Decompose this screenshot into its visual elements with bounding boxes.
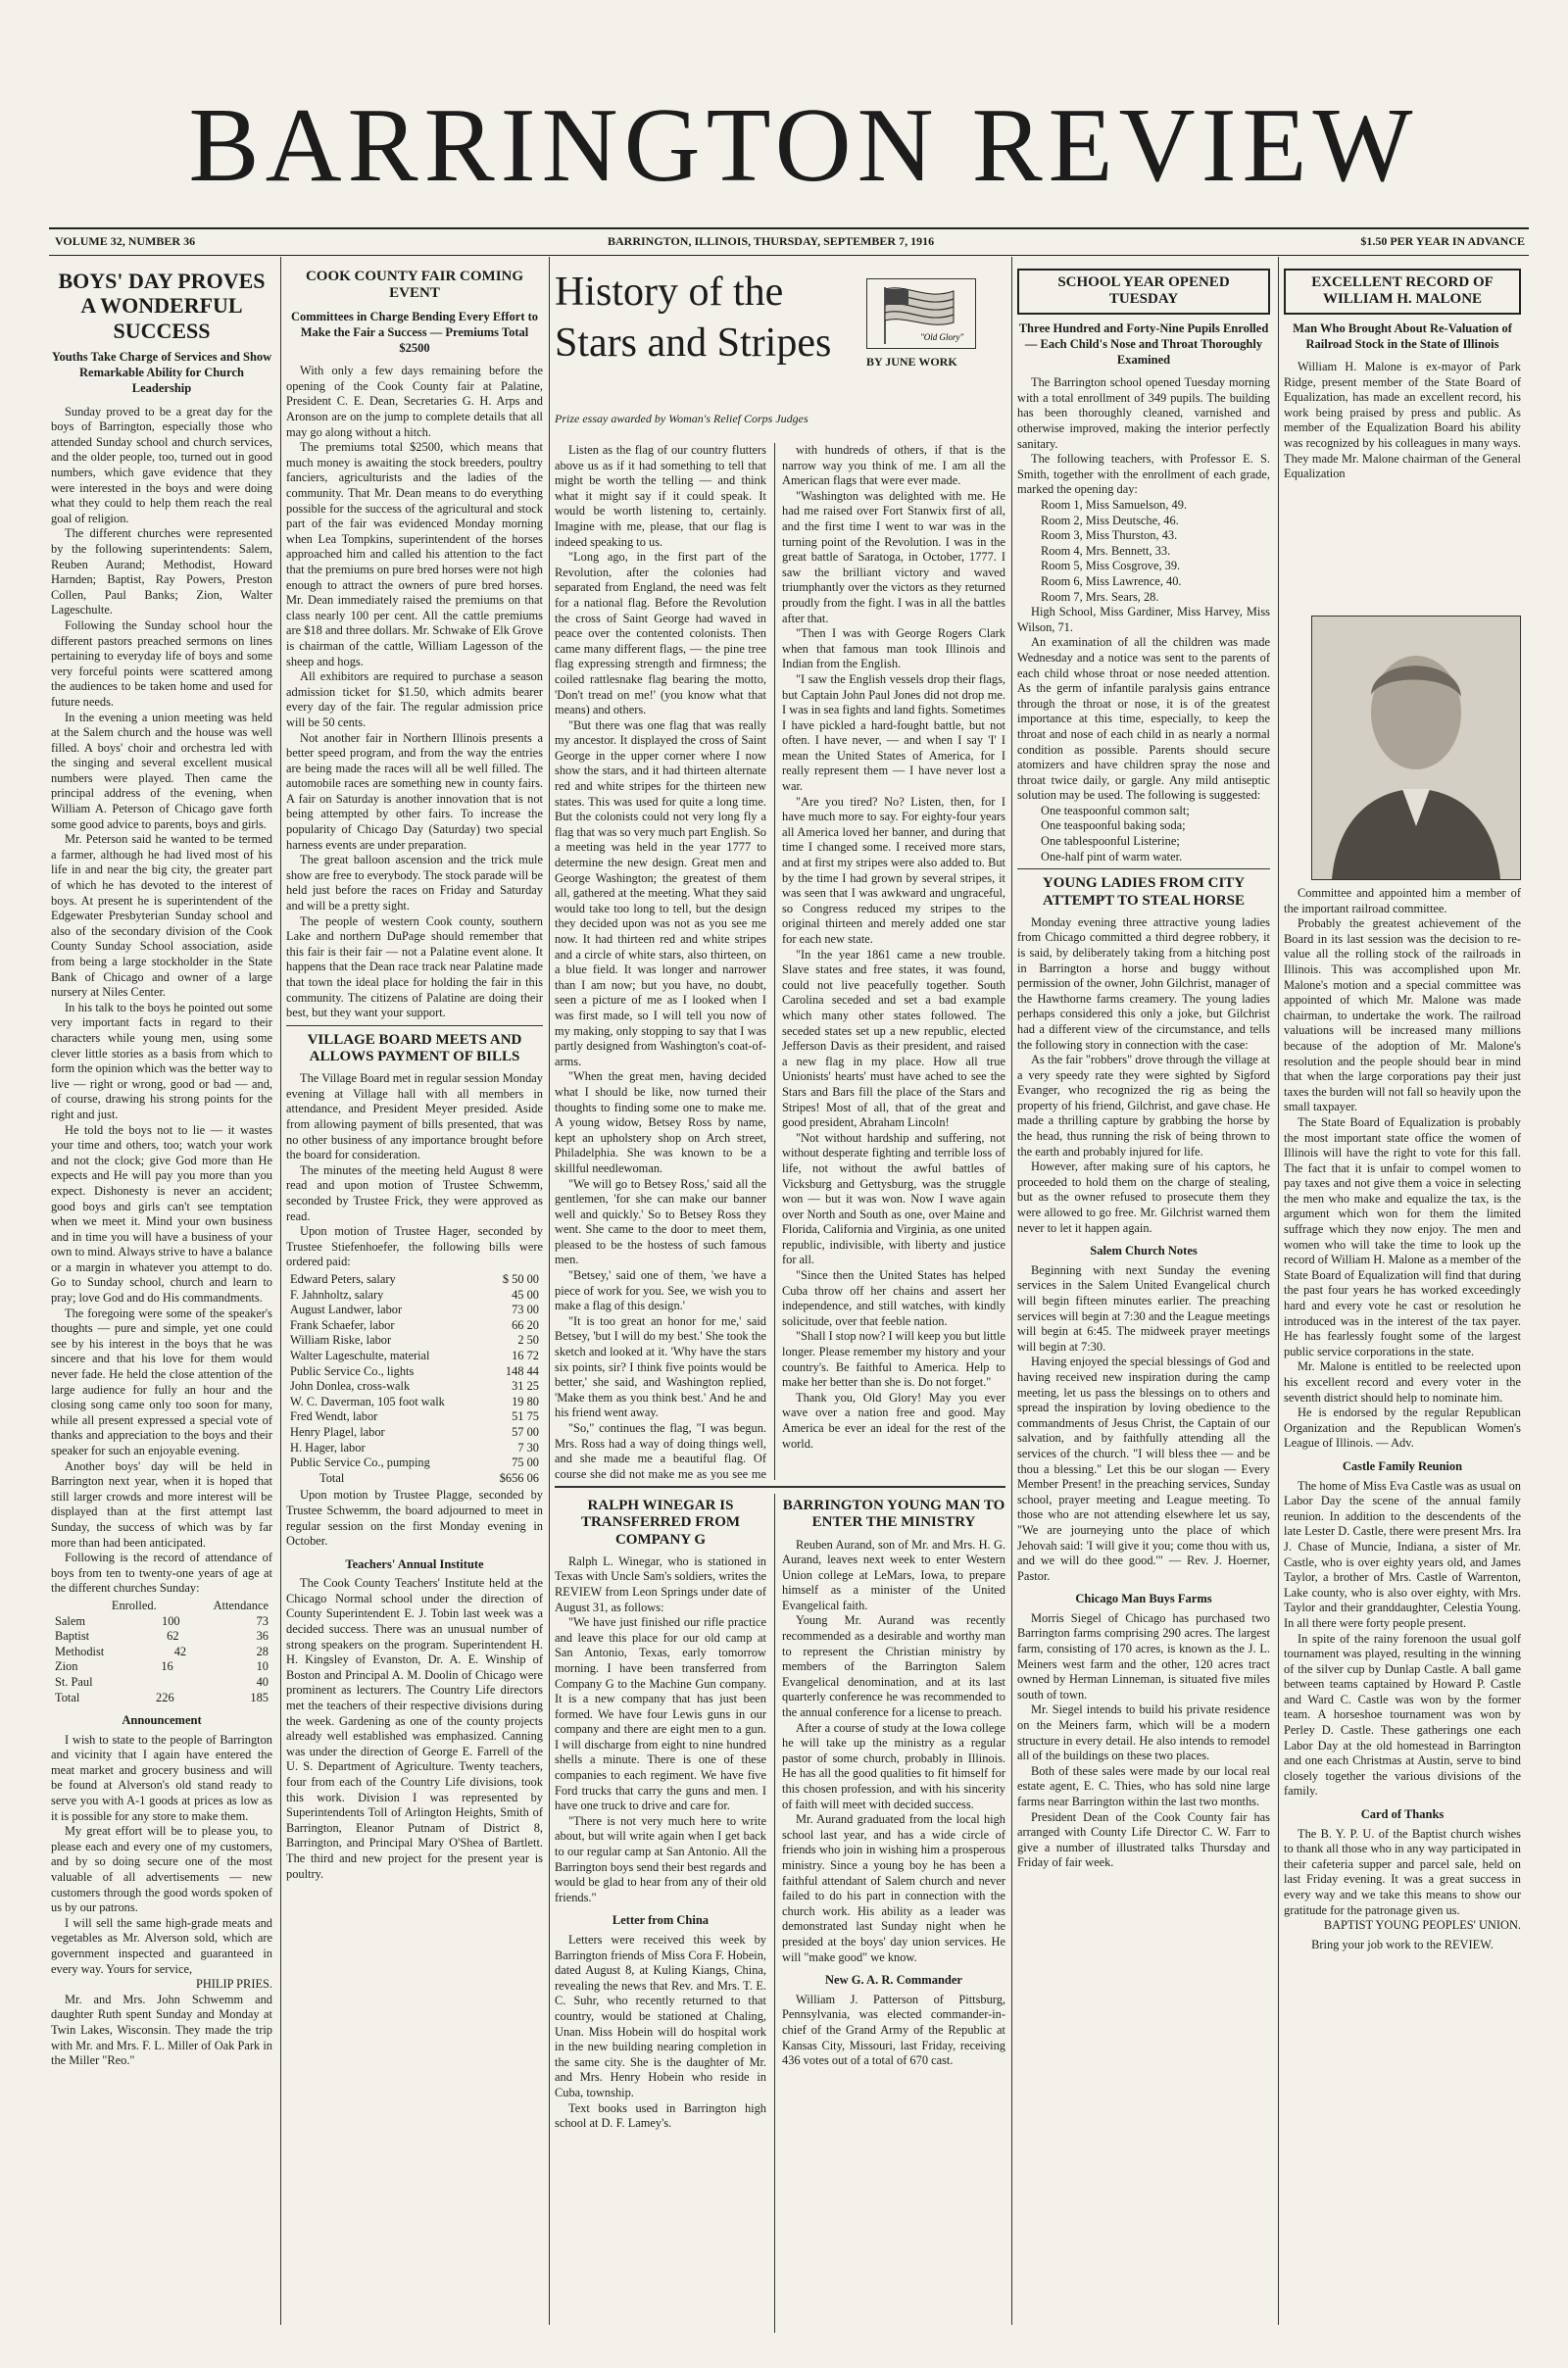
article-paragraph: As the fair "robbers" drove through the village at a very speedy rate they were sighted by Sigford Evanger, who recognized the rig as being the property of his friend, Gilchrist, and gave chase. He made a thrilling capture by grabbing the horse by the head, thus running the risk of being thrown to the earth and probably injured for life. bbox=[1017, 1053, 1270, 1159]
table-header-cell: Enrolled. bbox=[111, 1598, 157, 1612]
list-item: Room 3, Miss Thurston, 43. bbox=[1041, 528, 1178, 543]
list-item: Frank Schaefer, labor 66 20 bbox=[290, 1317, 539, 1332]
table-header-row bbox=[55, 1599, 269, 1614]
article-paragraph: Young Mr. Aurand was recently recommended as a desirable and worthy man to represent the Christian ministry by members of the Barrington Salem Evangelical denomination, and at its last quarterly conference he was recommended to the annual conference for a license to preach. bbox=[782, 1613, 1005, 1720]
stars-essay-col-a bbox=[555, 443, 766, 1480]
list-item: August Landwer, labor 73 00 bbox=[290, 1303, 539, 1317]
article-paragraph: William J. Patterson of Pittsburg, Pennsylvania, was elected commander-in-chief of the Grand Army of the Republic at Kansas City, Missouri, last Friday, receiving 436 votes out of a total of 670 cast. bbox=[782, 1992, 1005, 2068]
article-paragraph: The B. Y. P. U. of the Baptist church wishes to thank all those who in any way participated in their cafeteria supper and parcel sale, held on last Friday evening. It was a great success in every way and we take this means to show our gratitude for the patronage given us. bbox=[1284, 1826, 1521, 1917]
article-paragraph: with hundreds of others, if that is the narrow way you think of me. I am all the American flags that were ever made. bbox=[782, 443, 1005, 488]
table-row: Salem 100 73 bbox=[55, 1613, 269, 1628]
article-paragraph: With only a few days remaining before the opening of the Cook County fair at Palatine, President C. E. Dean, Secretaries G. H. Arps and Aronson are on the jump to complete details that all may go along without a hitch. bbox=[286, 364, 543, 439]
farms-heading: Chicago Man Buys Farms bbox=[1075, 1592, 1212, 1606]
list-item: Total $656 06 bbox=[319, 1470, 539, 1485]
article-paragraph: "In the year 1861 came a new trouble. Slave states and free states, it was found, could not live peacefully together. South Carolina seceded and set a bad example which many other states followed. The seceded states set up a new republic, elected Jefferson Davis as their president, and raised a new flag in my place. How all true Unionists' hearts' must have ached to see the Stars and Bars fill the place of the Stars and Stripes! Most of all, that of the great and good president, Abraham Lincoln! bbox=[782, 947, 1005, 1130]
column-school bbox=[1017, 265, 1270, 2352]
list-item: Henry Plagel, labor 57 00 bbox=[290, 1424, 539, 1439]
list-item: Public Service Co., lights 148 44 bbox=[290, 1363, 539, 1378]
article-paragraph: Committee and appointed him a member of the important railroad committee. bbox=[1284, 886, 1521, 915]
article-paragraph: "Shall I stop now? I will keep you but little longer. Please remember my history and your country's. Be faithful to America. Help to make her better than she is. Do not forget." bbox=[782, 1329, 1005, 1390]
table-row: St. Paul 40 bbox=[55, 1674, 269, 1689]
article-paragraph: Text books used in Barrington high school at D. F. Lamey's. bbox=[555, 2100, 766, 2131]
article-paragraph: "Long ago, in the first part of the Revolution, after the colonies had separated from England, the need was felt for a national flag. Before the Revolution the cross of Saint George had waved in peace over the contented colonists. Then came many different flags, — the pine tree flag expressing strength and firmness; the coiled rattlesnake flag bearing the motto, 'Don't tread on me!' (you know what that means) and others. bbox=[555, 550, 766, 717]
list-item: Fred Wendt, labor 51 75 bbox=[290, 1409, 539, 1424]
article-paragraph: Following the Sunday school hour the different pastors preached sermons on lines pertaining to everyday life of boys and some very forceful points were scattered among the audiences to be taken home and used for future needs. bbox=[51, 617, 272, 709]
article-paragraph: "Not without hardship and suffering, not without desperate fighting and terrible loss of life, not without the awful battles of Vicksburg and Gettysburg, was the struggle won — but it was won. Now I wave again over North and South as one, over Maine and Florida, California and Virginia, as one united republic, indivisible, with liberty and justice for all. bbox=[782, 1130, 1005, 1267]
masthead-title: BARRINGTON REVIEW bbox=[188, 87, 1419, 204]
teachers-institute-heading: Teachers' Annual Institute bbox=[345, 1556, 484, 1571]
stars-stripes-banner bbox=[555, 267, 988, 433]
flag-icon bbox=[867, 279, 975, 348]
article-paragraph: However, after making sure of his captors, he proceeded to hold them on the charge of stealing, but as the owner refused to prosecute them they were allowed to go free. Mr. Gilchrist warned them never to let it happen again. bbox=[1017, 1159, 1270, 1235]
article-paragraph: Listen as the flag of our country flutters above us as if it had something to tell that might be worth the telling — and think what it might say if it could speak. It would be worth listening to, certainly. Imagine with me, please, that our flag is indeed speaking to us. bbox=[555, 443, 766, 549]
list-item: Public Service Co., pumping 75 00 bbox=[290, 1455, 539, 1470]
volume-number: VOLUME 32, NUMBER 36 bbox=[55, 234, 196, 248]
stars-stripes-title: History of the Stars and Stripes bbox=[555, 270, 832, 366]
article-paragraph: The great balloon ascension and the trick mule show are free to everybody. The stock parade will be held just before the races on Friday and Saturday and will be a pretty sight. bbox=[286, 853, 543, 913]
deck-school: Three Hundred and Forty-Nine Pupils Enrolled — Each Child's Nose and Throat Thoroughly Examined bbox=[1018, 321, 1269, 367]
article-paragraph: Another boys' day will be held in Barrington next year, when it is hoped that still larger crowds and more interest will be displayed than at the first attempt last Sunday, the success of which was by far more than had been anticipated. bbox=[51, 1458, 272, 1550]
article-paragraph: "When the great men, having decided what I should be like, now turned their thoughts to finding some one to make me. A young widow, Betsey Ross by name, kept an upholstery shop on Arch street, Philadelphia. She was known to be a skillful needlewoman. bbox=[555, 1069, 766, 1175]
salem-notes-heading: Salem Church Notes bbox=[1090, 1244, 1198, 1258]
letter-china-heading: Letter from China bbox=[612, 1913, 710, 1928]
article-paragraph: Monday evening three attractive young ladies from Chicago committed a third degree robbery, it is said, by deliberately taking from a hitching post in Barrington a horse and buggy without permission of the owner, John Gilchrist, manager of the Hawthorne farms creamery. The young ladies perhaps considered this only a joke, but Gilchrist had a different view of the circumstance, and tells the following story in connection with the case: bbox=[1017, 914, 1270, 1052]
announcement-signature: PHILIP PRIES. bbox=[195, 1977, 272, 1992]
list-item: Walter Lageschulte, material 16 72 bbox=[290, 1348, 539, 1362]
article-paragraph: The home of Miss Eva Castle was as usual on Labor Day the scene of the annual family reunion. In addition to the descendents of the late Lester D. Castle, there were present Mrs. Ira J. Chase of Muncie, Indiana, a sister of Mr. Castle, who is over eighty years old, and James Taylor, a brother of Mrs. Castle of Warrenton, Lake county, who is also over eighty, with Mrs. Taylor and their granddaughter, Celestia Young. In all there were forty people present. bbox=[1284, 1478, 1521, 1630]
flag-illustration bbox=[866, 278, 976, 349]
article-paragraph: "I saw the English vessels drop their flags, but Captain John Paul Jones did not drop me. I was in sea fights and land fights. Sometimes I have pickled a hard-fought battle, but not often. I have never, — and when I say 'I' I mean the United States of America, for I really represent them — I have never lost a war. bbox=[782, 671, 1005, 794]
article-paragraph: The premiums total $2500, which means that much money is awaiting the stock breeders, poultry fanciers, agriculturists and the ladies of the community. That Mr. Dean means to do everything possible for the success of the agricultural and stock part of the fair was evidenced Monday morning when Lea Tompkins, superintendent of the horses approached him and called his attention to the fact that the premiums on pure bred horses were not high enough to attract the owners of pure bred horses. Mr. Dean immediately raised the premiums on that class nearly 100 per cent. All the cattle premiums are $18 and three dollars. Mr. Schwake of Elk Grove is chairman of the cattle, William Lagesson of the sheep and hogs. bbox=[286, 440, 543, 668]
table-header-cell: Attendance bbox=[213, 1598, 269, 1612]
article-paragraph: "There is not very much here to write about, but will write again when I get back to our regular camp at San Antonio. All the Barrington boys send their best regards and would be glad to hear from any of their old friends." bbox=[555, 1813, 766, 1904]
column-rule bbox=[549, 257, 550, 2325]
deck-county-fair: Committees in Charge Bending Every Effort to Make the Fair a Success — Premiums Total $2500 bbox=[290, 309, 539, 355]
deck-boys-day: Youths Take Charge of Services and Show Remarkable Ability for Church Leadership bbox=[51, 349, 272, 396]
article-paragraph: High School, Miss Gardiner, Miss Harvey, Miss Wilson, 71. bbox=[1017, 605, 1270, 634]
article-paragraph: Mr. Siegel intends to build his private residence on the Meiners farm, which will be a modern structure in every detail. He also intends to remodel all of the buildings on these two places. bbox=[1017, 1702, 1270, 1763]
article-paragraph: Morris Siegel of Chicago has purchased two Barrington farms comprising 290 acres. The largest farm, consisting of 170 acres, is known as the J. L. Meiners west farm and the other, 120 acres tract owned by Herman Linneman, is situated five miles south of town. bbox=[1017, 1610, 1270, 1702]
article-paragraph: The State Board of Equalization is probably the most important state office the women of Illinois will have the right to vote for this fall. The fact that it is unfair to compel women to pay taxes and not give them a voice in selecting the men who make and equalize the tax, is the argument which won for them the limited suffrage which they now enjoy. The men and women who will take the time to look up the record of William H. Malone as a member of the State Board of Equalization will find that during the past four years he has worked exceedingly hard and every vote he cast or resolution he introduced was in the interest of the tax payer. He has fearlessly fought some of the largest public service corporations in the state. bbox=[1284, 1114, 1521, 1358]
list-item: William Riske, labor 2 50 bbox=[290, 1333, 539, 1348]
column-rule bbox=[774, 443, 775, 1480]
list-item: W. C. Daverman, 105 foot walk 19 80 bbox=[290, 1394, 539, 1408]
article-paragraph: Having enjoyed the special blessings of God and having received new inspiration during the camp meeting, let us pass the blessings on to others and spread the inspiration by loving obedience to the commandments of Jesus Christ, the Captain of our salvation, and by faithfully attending all the services of the church. "I will bless thee — and be thou a blessing." Let this be our slogan — Every Member Present! in the preaching services, Sunday school, prayer meeting and League meeting. To those who are not attending elsewhere let us say, "We are journeying unto the place of which Jehovah said: 'I will give it you; come thou with us, and we will do thee good.'" — Rev. J. Hoerner, Pastor. bbox=[1017, 1355, 1270, 1583]
headline-young-ladies: YOUNG LADIES FROM CITY ATTEMPT TO STEAL HORSE bbox=[1017, 868, 1270, 910]
article-paragraph: The Village Board met in regular session Monday evening at Village hall with all members in attendance, and President Meyer presided. Aside from allowing payment of bills presented, that was no other business of any importance brought before the board for consideration. bbox=[286, 1071, 543, 1162]
article-paragraph: Ralph L. Winegar, who is stationed in Texas with Uncle Sam's soldiers, writes the REVIEW from Leon Springs under date of August 31, as follows: bbox=[555, 1554, 766, 1614]
column-rule bbox=[774, 1494, 775, 2333]
list-item: John Donlea, cross-walk 31 25 bbox=[290, 1379, 539, 1394]
castle-reunion-heading: Castle Family Reunion bbox=[1342, 1458, 1463, 1473]
portrait-photo bbox=[1311, 616, 1521, 880]
headline-winegar: RALPH WINEGAR IS TRANSFERRED FROM COMPANY G bbox=[580, 1498, 741, 1548]
article-paragraph: Not another fair in Northern Illinois presents a better speed program, and from the way the entries are being made the races will all be well filled. The automobile races are something new in county fairs. A fair on Saturday is another innovation that is not being attempted by other fairs. To increase the popularity of Chicago Day (Saturday) two special harness events are under preparation. bbox=[286, 730, 543, 852]
article-paragraph: "It is too great an honor for me,' said Betsey, 'but I will do my best.' She took the sketch and looked at it. 'Why have the stars six points, sir? I think five points would be better,' she said, and Washington replied, 'Make them as you think best.' And he and his friend went away. bbox=[555, 1313, 766, 1420]
subscription-price: $1.50 PER YEAR IN ADVANCE bbox=[1360, 234, 1525, 248]
column-aurand bbox=[782, 1494, 1005, 2333]
article-paragraph: The Cook County Teachers' Institute held at the Chicago Normal school under the direction of County Superintendent E. J. Tobin last week was a decided success. There was an unusual number of strong speakers on the program. Superintendent H. H. Kingsley of Evanston, Dr. A. E. Winship of Boston and Principal A. M. Doolin of Chicago were prominent as lecturers. The Country Life directors met the teachers of their respective divisions during the week. Gardening as one of the county projects already well established was emphasized. Canning was under the direction of George E. Farrell of the U. S. Department of Agriculture. Twenty teachers, four from each of the Country Life divisions, took this work. Division I was represented by Superintendents Toll of Arlington Heights, Smith of Barrington, Eleanor Putnam of District 8, Barrington, and Principal Mary O'Shea of Bartlett. The third and new project for the present year is poultry. bbox=[286, 1576, 543, 1881]
column-county-fair bbox=[286, 265, 543, 2352]
article-paragraph: The following teachers, with Professor E. S. Smith, together with the enrollment of each grade, marked the opening day: bbox=[1017, 452, 1270, 497]
article-paragraph: Reuben Aurand, son of Mr. and Mrs. H. G. Aurand, leaves next week to enter Western Union college at LeMars, Iowa, to prepare himself as a minister of the United Evangelical faith. bbox=[782, 1537, 1005, 1612]
column-rule bbox=[280, 257, 281, 2325]
article-paragraph: Beginning with next Sunday the evening services in the Salem United Evangelical church will begin fifteen minutes earlier. The preaching services will begin at 7:30 and the League meetings will begin at 6:45. The midweek prayer meetings will begin at 7:30. bbox=[1017, 1262, 1270, 1354]
headline-malone: EXCELLENT RECORD OF WILLIAM H. MALONE bbox=[1284, 269, 1521, 315]
article-paragraph: Mr. Peterson said he wanted to be termed a farmer, although he had lived most of his life in and near the big city, the greater part of which he has devoted to the interest of boys. At present he is superintendent of the Edgewater Presbyterian Sunday school and also of the secondary division of the Cook County Sunday School association, aside from being a large stockholder in the State Bank of Chicago and owner of a large nursery at Niles Center. bbox=[51, 832, 272, 1000]
stars-byline: BY JUNE WORK bbox=[866, 355, 957, 369]
list-item: Room 7, Mrs. Sears, 28. bbox=[1041, 589, 1159, 604]
article-paragraph: Upon motion of Trustee Hager, seconded by Trustee Stiefenhoefer, the following bills were ordered paid: bbox=[286, 1224, 543, 1269]
table-row: Zion 16 10 bbox=[55, 1659, 269, 1674]
article-paragraph: "Since then the United States has helped Cuba throw off her chains and assert her independence, and still watches, with kindly solicitude, over that feeble nation. bbox=[782, 1268, 1005, 1328]
article-paragraph: He told the boys not to lie — it wastes your time and others, too; watch your work and not the clock; give God more than He expects and He will pay you more than you expect. Dishonesty is never an accident; good boys and girls can't see temptation when we meet it. Mind your own business and in time you will have a business of your own to mind. Always strive to have a balance or a margin in whatever you attempt to do. Go to Sunday school, church and learn to pray; love God and do His commandments. bbox=[51, 1122, 272, 1306]
article-paragraph: I wish to state to the people of Barrington and vicinity that I again have entered the meat market and grocery business and will be found at Alverson's old stand ready to serve you with A-1 goods at prices as low as it is possible for any store to make them. bbox=[51, 1732, 272, 1823]
article-paragraph: "Washington was delighted with me. He had me raised over Fort Stanwix first of all, and the first time I went to war was in the turning point of the Revolution. I was in the great battle of Saratoga, in October, 1777. I saw the brilliant victory and waved triumphantly over the victors as they returned proudly from the fight. I was in all the battles after that. bbox=[782, 488, 1005, 625]
bills-list bbox=[290, 1272, 539, 1486]
list-item: One teaspoonful baking soda; bbox=[1041, 818, 1186, 833]
column-rule bbox=[1011, 257, 1012, 2325]
list-item: Room 6, Miss Lawrence, 40. bbox=[1041, 573, 1182, 588]
article-paragraph: An examination of all the children was made Wednesday and a notice was sent to the parents of each child whose throat or nose needed attention. As the germ of infantile paralysis gains entrance through the throat or nose, it is of the greatest importance at this time, especially, to keep the throat and nose of each child in as nearly a normal condition as possible. Parents should secure atomizers and have children spray the nose and throat twice daily, or gargle. Any mild antiseptic solution may be used. The following is suggested: bbox=[1017, 635, 1270, 803]
article-paragraph: "Are you tired? No? Listen, then, for I have much more to say. For eighty-four years all America loved her banner, and during that time I changed some. I received more stars, and at first my stripes were also added to. But by the time I had grown by several stripes, it was seen that I was awkward and ungraceful, so Congress reduced my stripes to the original thirteen and merely added one star for each new state. bbox=[782, 794, 1005, 946]
headline-school: SCHOOL YEAR OPENED TUESDAY bbox=[1017, 269, 1270, 315]
article-paragraph: He is endorsed by the regular Republican Organization and the Republican Women's League of Illinois. — Adv. bbox=[1284, 1406, 1521, 1451]
recipe-list bbox=[1017, 804, 1270, 864]
room-list bbox=[1017, 498, 1270, 605]
article-paragraph: "So," continues the flag, "I was begun. Mrs. Ross had a way of doing things well, and she made me a beautiful flag. Of course she did not make me as you see me bbox=[555, 1421, 766, 1480]
headline-aurand: BARRINGTON YOUNG MAN TO ENTER THE MINISTRY bbox=[782, 1498, 1005, 1531]
list-item: One teaspoonful common salt; bbox=[1041, 803, 1190, 817]
article-paragraph: The Barrington school opened Tuesday morning with a total enrollment of 349 pupils. The building has been thoroughly cleaned, varnished and otherwise improved, making the interior perfectly sanitary. bbox=[1017, 375, 1270, 451]
article-paragraph: "But there was one flag that was really my ancestor. It displayed the cross of Saint George in the upper corner where I now show the stars, and it had thirteen alternate red and white stripes for the thirteen new states. This was used for quite a long time. But the colonists could not very long fly a flag that was so very much part English. So a meeting was held in the year 1777 to determine the new design. Great men and George Washington; the greatest of them all, gathered at the meeting. What they said would take too long to tell, but the design they decided upon was not as you see me now. It had thirteen red and white stripes and a circle of white stars, also thirteen, on a blue field. It was longer and narrower than I am now; but you have, no doubt, seen a picture of me as I looked when I was first made, so I will tell you now of my making, only stopping to say that I was partly designed from Washington's coat-of-arms. bbox=[555, 717, 766, 1068]
column-rule bbox=[1278, 257, 1279, 2325]
article-paragraph: The foregoing were some of the speaker's thoughts — pure and simple, yet one could see by his interest in the boys that he was sincere and that his love for them would never fade. He held the close attention of the large audience for fully an hour and the closing song came only too soon for many, while all present expressed a special vote of thanks and appreciation to the boys and their speaker for such an enjoyable evening. bbox=[51, 1306, 272, 1458]
stars-essay-col-b bbox=[782, 443, 1005, 1480]
article-paragraph: Upon motion by Trustee Plagge, seconded by Trustee Schwemm, the board adjourned to meet in regular session on the first Monday evening in October. bbox=[286, 1488, 543, 1549]
list-item: Room 1, Miss Samuelson, 49. bbox=[1041, 498, 1188, 512]
article-paragraph: Sunday proved to be a great day for the boys of Barrington, especially those who attended Sunday school and church services, and the older people, too, turned out in good numbers, which gave evidence that they were interested in the boys and were doing what they could to help them reach the real goal of religion. bbox=[51, 404, 272, 525]
place-date: BARRINGTON, ILLINOIS, THURSDAY, SEPTEMBER 7, 1916 bbox=[608, 234, 935, 248]
prize-caption: Prize essay awarded by Woman's Relief Corps Judges bbox=[555, 412, 808, 425]
list-item: F. Jahnholtz, salary 45 00 bbox=[290, 1287, 539, 1302]
list-item: One-half pint of warm water. bbox=[1041, 849, 1183, 863]
article-paragraph: My great effort will be to please you, to please each and every one of my customers, and by so doing secure one of the most valuable of all advertisements — new customers through the good words spoken of us by our patrons. bbox=[51, 1824, 272, 1915]
article-paragraph: In the evening a union meeting was held at the Salem church and the house was well filled. A boys' choir and orchestra led with the singing and several excellent musical numbers were played. Then came the principal address of the evening, when William A. Peterson of Chicago gave forth some good advice to parents, boys and girls. bbox=[51, 710, 272, 831]
list-item: Room 4, Mrs. Bennett, 33. bbox=[1041, 543, 1171, 558]
section-divider bbox=[555, 1486, 1005, 1488]
article-paragraph: Both of these sales were made by our local real estate agent, E. C. Thies, who has sold nine large farms near Barrington within the last two months. bbox=[1017, 1763, 1270, 1808]
dateline-bar bbox=[49, 227, 1529, 256]
table-row: Methodist 42 28 bbox=[55, 1644, 269, 1658]
table-row: Baptist 62 36 bbox=[55, 1629, 269, 1644]
article-paragraph: Mr. Aurand graduated from the local high school last year, and has a wide circle of friends who join in wishing him a prosperous ministry. Since a young boy he has been a faithful attendant of Salem church and never failed to do his part in connection with the church work. His ability as a leader was demonstrated last Sunday night when he presided at the boys' day union services. He will "make good" we know. bbox=[782, 1812, 1005, 1964]
article-paragraph: In his talk to the boys he pointed out some very important facts in regard to their characters while young men, using some clever little stories as a basis from which to form the opinion which was the better way to live — right or wrong, good or bad — and, of course, drawing his strong points for the right and just. bbox=[51, 1000, 272, 1121]
article-paragraph: Following is the record of attendance of boys from ten to twenty-one years of age at the different churches Sunday: bbox=[51, 1551, 272, 1596]
announcement-heading: Announcement bbox=[122, 1713, 202, 1728]
list-item: One tablespoonful Listerine; bbox=[1041, 834, 1180, 849]
article-paragraph: The different churches were represented by the following superintendents: Salem, Reuben Aurand; Methodist, Howard Harnden; Baptist, Ray Powers, Preston Collen, Paul Banks; Zion, Walter Lageschulte. bbox=[51, 526, 272, 617]
article-paragraph: Mr. and Mrs. John Schwemm and daughter Ruth spent Sunday and Monday at Twin Lakes, Wisconsin. They made the trip with Mr. and Mrs. F. L. Miller of Oak Park in the Miller "Reo." bbox=[51, 1992, 272, 2068]
article-paragraph: President Dean of the Cook County fair has arranged with County Life Director C. W. Farr to give a number of illustrated talks Thursday and Friday of fair week. bbox=[1017, 1809, 1270, 1870]
list-item: Room 5, Miss Cosgrove, 39. bbox=[1041, 559, 1181, 573]
deck-malone: Man Who Brought About Re-Valuation of Railroad Stock in the State of Illinois bbox=[1293, 321, 1512, 351]
headline-village-board: VILLAGE BOARD MEETS AND ALLOWS PAYMENT OF BILLS bbox=[286, 1025, 543, 1066]
job-work-tagline: Bring your job work to the REVIEW. bbox=[1311, 1937, 1494, 1951]
article-paragraph: I will sell the same high-grade meats and vegetables as Mr. Alverson sold, which are government inspected and guaranteed in every way. Yours for service, bbox=[51, 1915, 272, 1976]
article-paragraph: "We have just finished our rifle practice and leave this place for our old camp at San Antonio, Texas, early tomorrow morning. I have been transferred from Company G to the Machine Gun company. It is a new company that has just been formed. We have four Lewis guns in our company and there are eight men to a gun. I will discharge from eight to nine hundred shells a minute. There is one of these companies to each regiment. We have five Ford trucks that carry the guns and men. I have one truck to drive and care for. bbox=[555, 1615, 766, 1813]
article-paragraph: "Betsey,' said one of them, 'we have a piece of work for you. See, we wish you to make a flag of this design.' bbox=[555, 1268, 766, 1313]
article-paragraph: Mr. Malone is entitled to be reelected upon his excellent record and every voter in the seventh district should help to nominate him. bbox=[1284, 1359, 1521, 1405]
article-paragraph: William H. Malone is ex-mayor of Park Ridge, present member of the State Board of Equalization, has made an excellent record, his work being praised by press and public. As member of the Equalization Board his ability was recognized by his colleagues in many ways. They made Mr. Malone chairman of the General Equalization bbox=[1284, 360, 1521, 481]
gar-heading: New G. A. R. Commander bbox=[825, 1973, 962, 1988]
card-of-thanks-heading: Card of Thanks bbox=[1360, 1807, 1445, 1822]
table-row: Total 226 185 bbox=[55, 1690, 269, 1704]
column-winegar bbox=[555, 1494, 766, 2333]
portrait-icon bbox=[1312, 617, 1520, 879]
column-malone-top bbox=[1284, 265, 1521, 608]
article-paragraph: After a course of study at the Iowa college he will take up the ministry as a regular pastor of some church, probably in Illinois. He has all the good qualities to fit himself for this chosen profession, and with his sincerity of faith will meet with decided success. bbox=[782, 1720, 1005, 1811]
column-boys-day bbox=[51, 265, 272, 2352]
flag-caption: "Old Glory" bbox=[920, 332, 964, 342]
article-paragraph: "We will go to Betsey Ross,' said all the gentlemen, 'for she can make our banner well and quickly.' So to Betsey Ross they went. She came to the door to meet them, pleased to be the hostess of such famous men. bbox=[555, 1176, 766, 1267]
headline-boys-day: BOYS' DAY PROVES A WONDERFUL SUCCESS bbox=[58, 269, 266, 343]
article-paragraph: All exhibitors are required to purchase a season admission ticket for $1.50, which admits bearer every day of the fair. The regular admission price will be 50 cents. bbox=[286, 669, 543, 729]
article-paragraph: "Then I was with George Rogers Clark when that famous man took Illinois and Indian from the English. bbox=[782, 626, 1005, 671]
list-item: H. Hager, labor 7 30 bbox=[290, 1440, 539, 1455]
list-item: Room 2, Miss Deutsche, 46. bbox=[1041, 513, 1179, 527]
list-item: Edward Peters, salary $ 50 00 bbox=[290, 1272, 539, 1286]
article-paragraph: The people of western Cook county, southern Lake and northern DuPage should remember that this fair is their fair — not a Palatine event alone. It happens that the Dean race track near Palatine made that town the ideal place for holding the fair in this community. The citizens of Palatine are doing their best, but they want your support. bbox=[286, 913, 543, 1020]
thanks-signature: BAPTIST YOUNG PEOPLES' UNION. bbox=[1323, 1918, 1521, 1933]
article-paragraph: Thank you, Old Glory! May you ever wave over a nation free and good. May America be ever an ideal for the rest of the world. bbox=[782, 1390, 1005, 1451]
article-paragraph: In spite of the rainy forenoon the usual golf tournament was played, resulting in the winning of the silver cup by Dunlap Castle. A ball game between teams captained by Howard P. Castle and Ward C. Castle was won by the former team. A horseshoe tournament was won by Perley D. Castle. These gatherings one each Labor Day at the old homestead in Barrington and one each Christmas at Austin, serve to bind closely together the various divisions of the family. bbox=[1284, 1631, 1521, 1799]
attendance-table bbox=[55, 1599, 269, 1705]
article-paragraph: The minutes of the meeting held August 8 were read and upon motion of Trustee Schwemm, seconded by Trustee Frick, they were approved as read. bbox=[286, 1162, 543, 1223]
article-paragraph: Probably the greatest achievement of the Board in its last session was the decision to re-value all the rolling stock of the railroads in Illinois. This was accomplished upon Mr. Malone's motion and a special committee was appointed of which Mr. Malone was made chairman, to undertake the work. The railroad valuations will be increased many millions because of the adoption of Mr. Malone's resolution and the people should bear in mind that when the large corporations pay their just taxes the burden will not fall so heavily upon the small taxpayer. bbox=[1284, 916, 1521, 1114]
column-malone-bottom bbox=[1284, 886, 1521, 2352]
article-paragraph: Letters were received this week by Barrington friends of Miss Cora F. Hobein, dated August 8, at Kuling Kiangs, China, revealing the news that Rev. and Mrs. T. E. C. Suhr, who recently returned to that country, would be stationed at Chaling, Unan. Miss Hobein will do hospital work in the new building nearing completion in the same city. She is the daughter of Mr. and Mrs. Henry Hobein who reside in Cuba, township. bbox=[555, 1933, 766, 2099]
headline-county-fair: COOK COUNTY FAIR COMING EVENT bbox=[305, 269, 524, 302]
